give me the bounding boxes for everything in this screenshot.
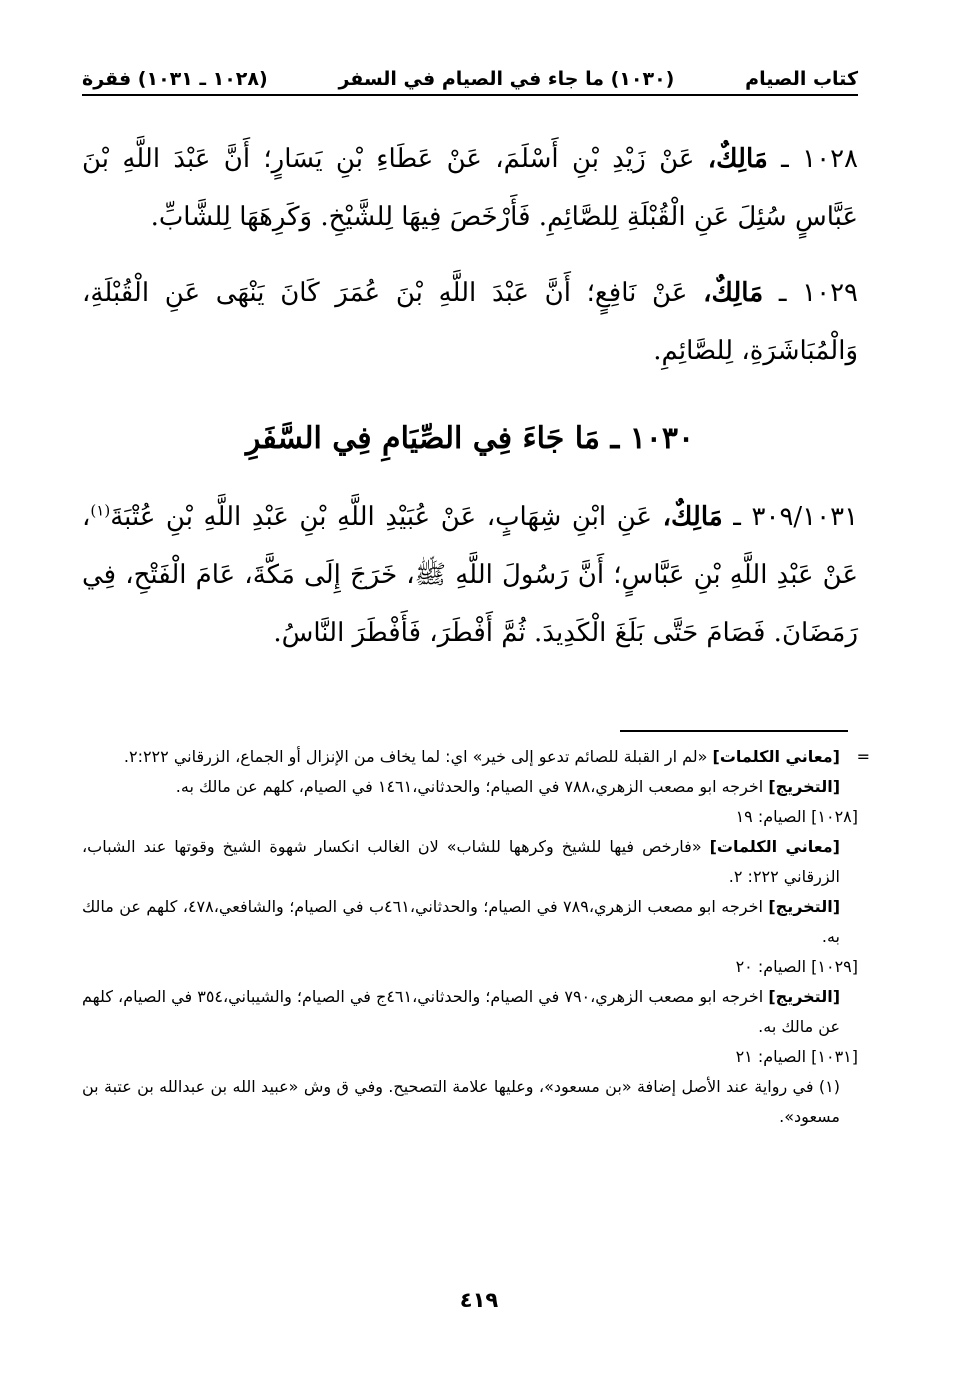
- hadith-number: ١٠٢٨ ـ: [781, 144, 858, 174]
- note-text: «لم ار القبلة للصائم تدعو إلى خير» اي: لما يخاف من الإنزال أو الجماع، الزرقاني ٢:٢٢٢.: [123, 747, 708, 766]
- hadith-text-part-a: عَنِ ابْنِ شِهَابٍ، عَنْ عُبَيْدِ اللَّهِ بْنِ عَبْدِ اللَّهِ بْنِ عُتْبَةَ: [110, 502, 652, 532]
- hadith-text-part-b: ، عَنْ عَبْدِ اللَّهِ بْنِ عَبَّاسٍ؛ أَنَّ رَسُولَ اللَّهِ ﷺ، خَرَجَ إِلَى مَكَّةَ، عَامَ الْفَتْحِ، فِي رَمَضَانَ. فَصَامَ حَتَّى بَلَغَ الْكَدِيدَ. ثُمَّ أَفْطَرَ، فَأَفْطَرَ النَّاسُ.: [82, 502, 858, 648]
- note-text: اخرجه ابو مصعب الزهري،٧٨٨ في الصيام؛ والحدثاني،١٤٦١ في الصيام، كلهم عن مالك به.: [175, 777, 764, 796]
- note-label: [معاني الكلمات]: [709, 837, 840, 856]
- note-meanings-1028: [82, 742, 870, 772]
- hadith-1031: [82, 488, 858, 662]
- header-chapter: (١٠٣٠) ما جاء في الصيام في السفر: [338, 68, 675, 90]
- note-ref-1028: [١٠٢٨] الصيام: ١٩: [735, 807, 858, 826]
- footnote-marker[interactable]: (١): [90, 501, 111, 520]
- main-text: [82, 130, 858, 680]
- header-book-title: كتاب الصيام: [745, 68, 858, 90]
- note-takhrij-1031: [82, 982, 858, 1042]
- footnote-1: (١) في رواية عند الأصل إضافة «بن مسعود»، وعليها علامة التصحيح. وفي ق وش «عبيد الله بن عبدالله بن عتبة بن مسعود».: [82, 1077, 840, 1126]
- narrator-name: مَالِكٌ،: [662, 502, 723, 532]
- note-ref-1031: [١٠٣١] الصيام: ٢١: [735, 1047, 858, 1066]
- hadith-number: ١٠٢٩ ـ: [778, 278, 859, 308]
- note-meanings-1029: [82, 832, 858, 892]
- header-paragraph-range: (١٠٢٨ ـ ١٠٣١) فقرة: [82, 68, 268, 90]
- hadith-text: عَنْ زَيْدِ بْنِ أَسْلَمَ، عَنْ عَطَاءِ بْنِ يَسَارٍ؛ أَنَّ عَبْدَ اللَّهِ بْنَ عَبَّاسٍ سُئِلَ عَنِ الْقُبْلَةِ لِلصَّائِمِ. فَأَرْخَصَ فِيهَا لِلشَّيْخِ. وَكَرِهَهَا لِلشَّابِّ.: [82, 144, 858, 232]
- note-label: [التخريج]: [768, 897, 841, 916]
- note-ref-1029: [١٠٢٩] الصيام: ٢٠: [735, 957, 858, 976]
- note-takhrij-1028: [82, 772, 858, 802]
- chapter-title: ١٠٣٠ ـ مَا جَاءَ فِي الصِّيَامِ فِي السَّفَرِ: [245, 421, 695, 456]
- note-text: اخرجه ابو مصعب الزهري،٧٨٩ في الصيام؛ والحدثاني،٤٦١ب في الصيام؛ والشافعي،٤٧٨، كلهم عن مالك به.: [82, 897, 840, 946]
- note-text: «فارخص فيها للشيخ وكرهها للشاب» لان الغالب انكسار شهوة الشيخ وقوتها عند الشباب، الزرقاني ٢٢٢: ٢.: [82, 837, 840, 886]
- note-label: [التخريج]: [768, 987, 841, 1006]
- note-takhrij-1029: [82, 892, 858, 952]
- continuation-sign: =: [856, 747, 870, 766]
- running-header: [82, 54, 858, 96]
- note-label: [التخريج]: [768, 777, 840, 796]
- hadith-text: عَنْ نَافِعٍ؛ أَنَّ عَبْدَ اللَّهِ بْنَ عُمَرَ كَانَ يَنْهَى عَنِ الْقُبْلَةِ، وَالْمُبَاشَرَةِ، لِلصَّائِمِ.: [82, 278, 858, 366]
- narrator-name: مَالِكٌ،: [707, 144, 768, 174]
- hadith-1029: [82, 264, 858, 380]
- note-text: اخرجه ابو مصعب الزهري،٧٩٠ في الصيام؛ والحدثاني،٤٦١ج في الصيام؛ والشيباني،٣٥٤ في الصيام، كلهم عن مالك به.: [82, 987, 840, 1036]
- footnotes: [82, 742, 870, 1132]
- hadith-number: ٣٠٩/١٠٣١ ـ: [733, 502, 859, 532]
- page-number: ٤١٩: [459, 1288, 499, 1312]
- narrator-name: مَالِكٌ،: [703, 278, 764, 308]
- note-label: [معاني الكلمات]: [712, 747, 840, 766]
- hadith-1028: [82, 130, 858, 246]
- footnote-separator: [620, 730, 848, 732]
